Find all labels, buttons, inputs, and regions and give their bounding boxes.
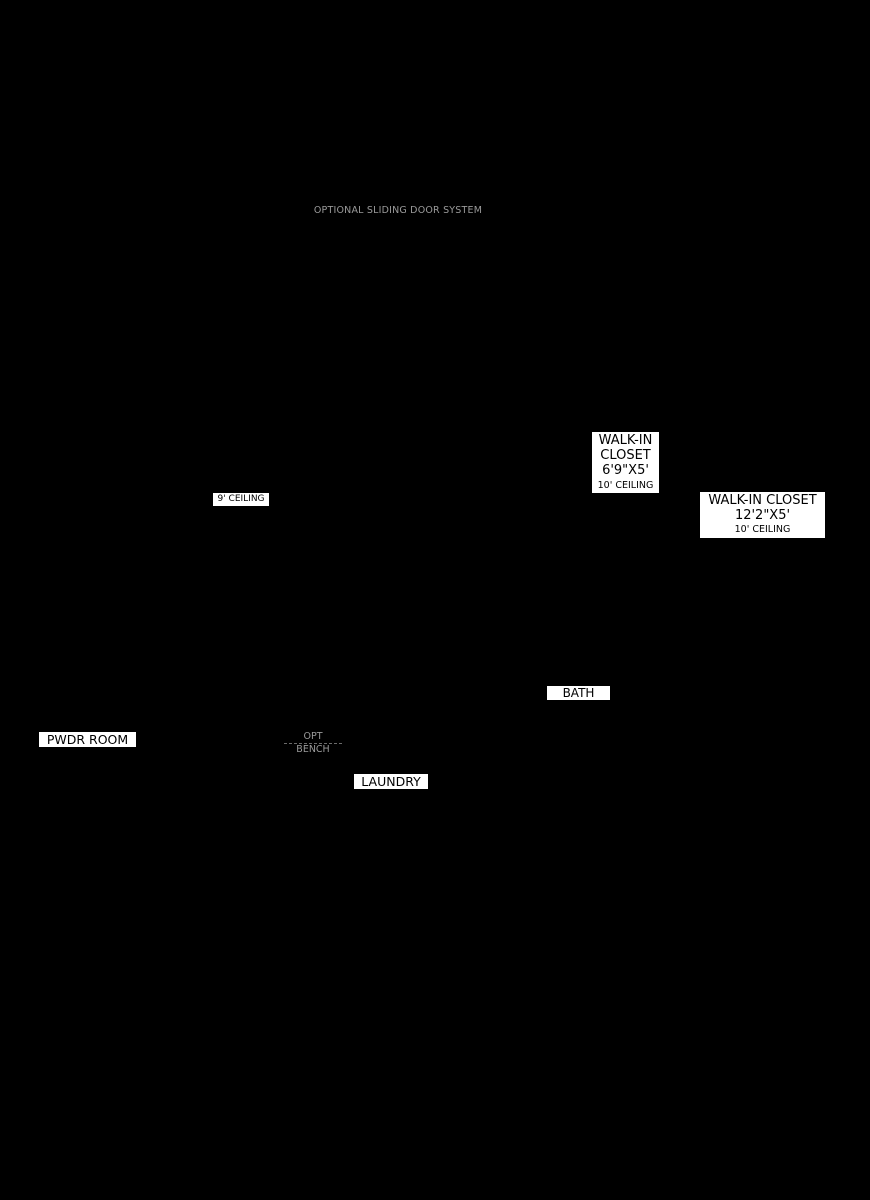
walk-in-closet-large-label	[700, 492, 825, 538]
laundry-label: LAUNDRY	[354, 774, 428, 789]
powder-room-label: PWDR ROOM	[39, 732, 136, 747]
optional-bench-note	[284, 731, 342, 756]
walk-in-closet-small-label	[592, 432, 659, 493]
bath-label: BATH	[547, 686, 610, 700]
walk-in-closet-small-name-line2: CLOSET	[600, 447, 651, 463]
walk-in-closet-small-size: 6'9"X5'	[602, 462, 649, 478]
optional-bench-line1: OPT	[303, 731, 323, 742]
walk-in-closet-large-ceiling: 10' CEILING	[734, 523, 791, 535]
walk-in-closet-small-name-line1: WALK-IN	[598, 433, 653, 448]
optional-bench-line2: BENCH	[296, 744, 330, 755]
walk-in-closet-large-name: WALK-IN CLOSET	[708, 493, 817, 508]
sliding-door-note: OPTIONAL SLIDING DOOR SYSTEM	[313, 205, 483, 216]
walk-in-closet-large-size: 12'2"X5'	[734, 507, 791, 523]
ceiling-height-label: 9' CEILING	[213, 493, 269, 506]
walk-in-closet-small-ceiling: 10' CEILING	[597, 479, 654, 491]
